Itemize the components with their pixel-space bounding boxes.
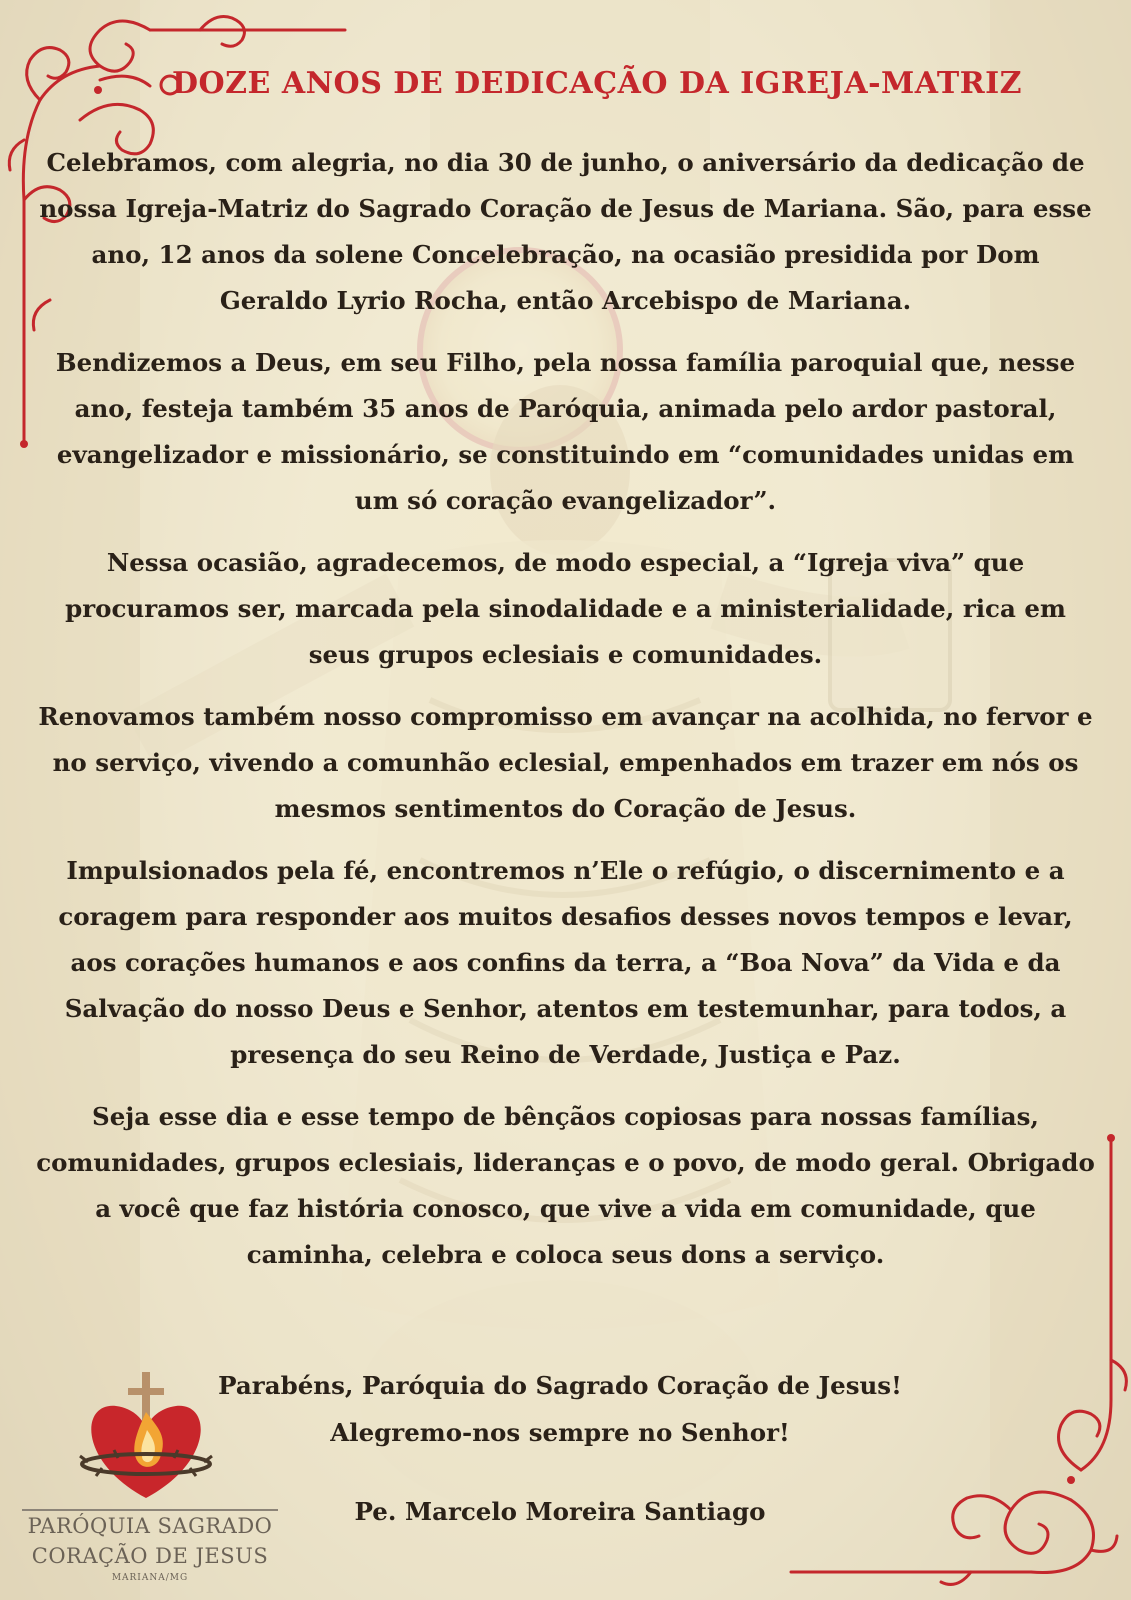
paragraph-living-church: Nessa ocasião, agradecemos, de modo especial, a “Igreja viva” que procuramos ser, marcada pela sinodalidade e a ministerialidade, rica em seus grupos eclesiais e comunidades. [65, 548, 1066, 669]
paragraph-anniversary: Celebramos, com alegria, no dia 30 de junho, o aniversário da dedicação de nossa Igreja-Matriz do Sagrado Coração de Jesus de Mariana. São, para esse ano, 12 anos da solene Concelebração, na ocasião presidida por Dom Geraldo Lyrio Rocha, então Arcebispo de Mariana. [39, 148, 1092, 315]
signature: Pe. Marcelo Moreira Santiago [354, 1497, 766, 1526]
logo-text-line-1: PARÓQUIA SAGRADO [27, 1514, 273, 1538]
letter-body [34, 140, 1097, 1294]
paragraph-commitment: Renovamos também nosso compromisso em avançar na acolhida, no fervor e no serviço, vivendo a comunhão eclesial, empenhados em trazer em nós os mesmos sentimentos do Coração de Jesus. [38, 702, 1093, 823]
closing-line-1: Parabéns, Paróquia do Sagrado Coração de Jesus! [218, 1371, 902, 1400]
page-title: DOZE ANOS DE DEDICAÇÃO DA IGREJA-MATRIZ [172, 66, 1023, 101]
closing-line-2: Alegremo-nos sempre no Senhor! [330, 1418, 790, 1447]
paragraph-blessings: Seja esse dia e esse tempo de bênçãos copiosas para nossas famílias, comunidades, grupos eclesiais, lideranças e o povo, de modo geral. Obrigado a você que faz história conosco, que vive a vida em comunidade, que caminha, celebra e coloca seus dons a serviço. [36, 1102, 1095, 1269]
logo-text-line-2: CORAÇÃO DE JESUS [31, 1544, 269, 1568]
sacred-heart-icon [18, 1372, 282, 1512]
paragraph-parish-family: Bendizemos a Deus, em seu Filho, pela nossa família paroquial que, nesse ano, festeja também 35 anos de Paróquia, animada pelo ardor pastoral, evangelizador e missionário, se constituindo em “comunidades unidas em um só coração evangelizador”. [55, 348, 1076, 515]
logo-rule-top [22, 1509, 278, 1511]
paragraph-faith: Impulsionados pela fé, encontremos n’Ele o refúgio, o discernimento e a coragem para responder aos muitos desafios desses novos tempos e levar, aos corações humanos e aos confins da terra, a “Boa Nova” da Vida e da Salvação do nosso Deus e Senhor, atentos em testemunhar, para todos, a presença do seu Reino de Verdade, Justiça e Paz. [58, 856, 1073, 1069]
parish-logo [18, 1372, 282, 1594]
logo-text-line-3: MARIANA/MG [111, 1573, 189, 1583]
